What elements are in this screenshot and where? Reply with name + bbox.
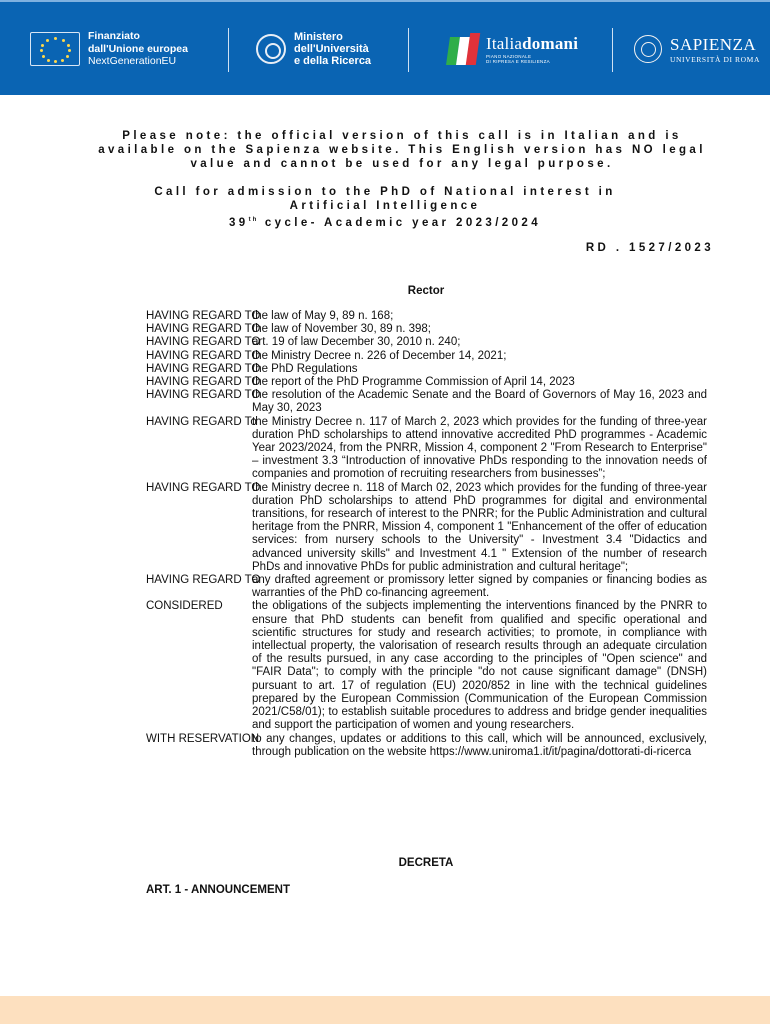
cycle-number: 39 — [229, 216, 249, 229]
clause-text: the obligations of the subjects implementing the interventions financed by the PNRR to ensure that PhD students can benefit from qualified and specific operational and scientific structures for study and research activities; to promote, in compliance with intellectual property, the valorisation of research results through an adequate circulation of the results pursued, in any case according to the principles of "Open science" and "FAIR Data"; to comply with the principle "do not cause significant damage" (DNSH) pursuant to art. 17 of regulation (EU) 2020/852 in line with the technical guidelines prepared by the European Commission (Communication of the European Commission 2021/C58/01); to establish suitable procedures to address and bridge gender inequalities and support the participation of women and young researchers. — [252, 600, 707, 732]
clause-text: any drafted agreement or promissory letter signed by companies or financing bodies as warranties of the PhD co-financing agreement. — [252, 574, 707, 600]
cycle-year: cycle- Academic year 2023/2024 — [258, 216, 541, 229]
italiadomani-logo — [436, 24, 578, 74]
header-divider — [408, 28, 409, 72]
note-line3: value and cannot be used for any legal purpose. — [190, 158, 614, 170]
sapienza-logo — [634, 24, 760, 74]
clause-item — [146, 733, 707, 759]
italiadomani-sub2: DI RIPRESA E RESILIENZA — [486, 59, 550, 64]
italiadomani-name-b: domani — [522, 34, 579, 53]
clause-text: art. 19 of law December 30, 2010 n. 240; — [252, 336, 461, 349]
clause-text: the PhD Regulations — [252, 362, 358, 375]
eu-line3: NextGenerationEU — [88, 55, 177, 68]
clause-item — [146, 416, 707, 482]
note-line1: Please note: the official version of this call is in Italian and is — [122, 130, 682, 142]
note-line2: available on the Sapienza website. This English version has NO legal — [98, 144, 706, 156]
decree-number: RD . 1527/2023 — [585, 242, 714, 254]
clause-label: HAVING REGARD TO — [146, 389, 261, 402]
clause-item — [146, 310, 707, 323]
clause-text: the Ministry Decree n. 117 of March 2, 2023 which provides for the funding of three-year duration PhD scholarships to attend innovative accredited PhD programmes - Academic Year 2023/2024, from the PNRR, Mission 4, component 2 "From Research to Enterprise" – investment 3.3 “Introduction of innovative PhDs responding to the innovation needs of companies and promotion of recruiting researchers from businesses”; — [252, 415, 707, 481]
clause-item — [146, 389, 707, 415]
clauses-list — [146, 310, 707, 759]
clause-item — [146, 350, 707, 363]
ministry-logo — [256, 24, 371, 74]
clause-text: the law of May 9, 89 n. 168; — [252, 310, 394, 322]
sapienza-seal-icon — [634, 35, 662, 63]
clause-item — [146, 363, 707, 376]
italy-flag-icon — [436, 29, 482, 69]
clause-text: the law of November 30, 89 n. 398; — [252, 323, 431, 336]
clause-label: HAVING REGARD To — [146, 415, 257, 428]
disclaimer-note — [92, 129, 712, 171]
header-divider — [228, 28, 229, 72]
clause-text: the resolution of the Academic Senate and the Board of Governors of May 16, 2023 and May 30, 2023 — [252, 389, 707, 415]
ministry-line1: Ministero — [294, 31, 343, 43]
eu-logo — [30, 24, 188, 74]
clause-label: WITH RESERVATION — [146, 732, 260, 745]
sapienza-name: SAPIENZA — [670, 34, 757, 54]
call-line2: Artificial Intelligence — [289, 200, 481, 212]
clause-label: HAVING REGARD TO — [146, 310, 261, 322]
clause-item — [146, 574, 707, 600]
header-divider — [612, 28, 613, 72]
clause-item — [146, 336, 707, 349]
sapienza-sub: UNIVERSITÀ DI ROMA — [670, 54, 760, 64]
call-line1: Call for admission to the PhD of National interest in — [154, 186, 616, 198]
header-banner — [0, 0, 770, 95]
ministry-line3: e della Ricerca — [294, 55, 372, 67]
clause-item — [146, 482, 707, 574]
eu-line2: dall'Unione europea — [88, 42, 188, 55]
clause-text: the Ministry decree n. 118 of March 02, 2023 which provides for the funding of three-year duration PhD scholarships to attend PhD programmes for digital and environmental transitions, for research of interest to the PNRR; for the Public Administration and cultural heritage from the PNRR, Mission 4, component 1 "Enhancement of the offer of education services: from nursery schools to the University" - Investment 3.4 "Didactics and advanced university skills" and Investment 4.1 " Extension of the number of research PhDs and innovative PhDs for public administration and cultural heritage"; — [252, 481, 707, 573]
republic-seal-icon — [256, 34, 286, 64]
rector-heading: Rector — [407, 285, 445, 297]
clause-item — [146, 600, 707, 732]
clause-text: the report of the PhD Programme Commission of April 14, 2023 — [252, 376, 575, 389]
clause-text: to any changes, updates or additions to this call, which will be announced, exclusively, through publication on the website https://www.uniroma1.it/it/pagina/dottorati-di-ricerca — [252, 732, 707, 758]
clause-text: the Ministry Decree n. 226 of December 14, 2021; — [252, 349, 507, 362]
decreta-heading: DECRETA — [398, 857, 454, 869]
eu-flag-icon — [30, 32, 80, 66]
clause-label: CONSIDERED — [146, 600, 223, 613]
italiadomani-sub1: PIANO NAZIONALE — [486, 54, 532, 59]
article-heading: ART. 1 - ANNOUNCEMENT — [146, 884, 290, 896]
clause-label: HAVING REGARD TO — [146, 336, 261, 349]
cycle-suffix: th — [248, 217, 259, 223]
footer-band — [0, 996, 770, 1024]
clause-label: HAVING REGARD TO — [146, 481, 261, 494]
call-cycle — [120, 213, 650, 230]
clause-label: HAVING REGARD TO — [146, 574, 261, 587]
clause-item — [146, 323, 707, 336]
clause-label: HAVING REGARD TO — [146, 362, 261, 375]
call-title — [120, 185, 650, 230]
clause-label: HAVING REGARD TO — [146, 323, 261, 336]
clause-label: HAVING REGARD TO — [146, 349, 261, 362]
eu-line1: Finanziato — [88, 30, 140, 43]
italiadomani-name-a: Italia — [486, 34, 523, 53]
ministry-line2: dell'Università — [294, 43, 369, 55]
clause-label: HAVING REGARD TO — [146, 376, 261, 389]
clause-item — [146, 376, 707, 389]
